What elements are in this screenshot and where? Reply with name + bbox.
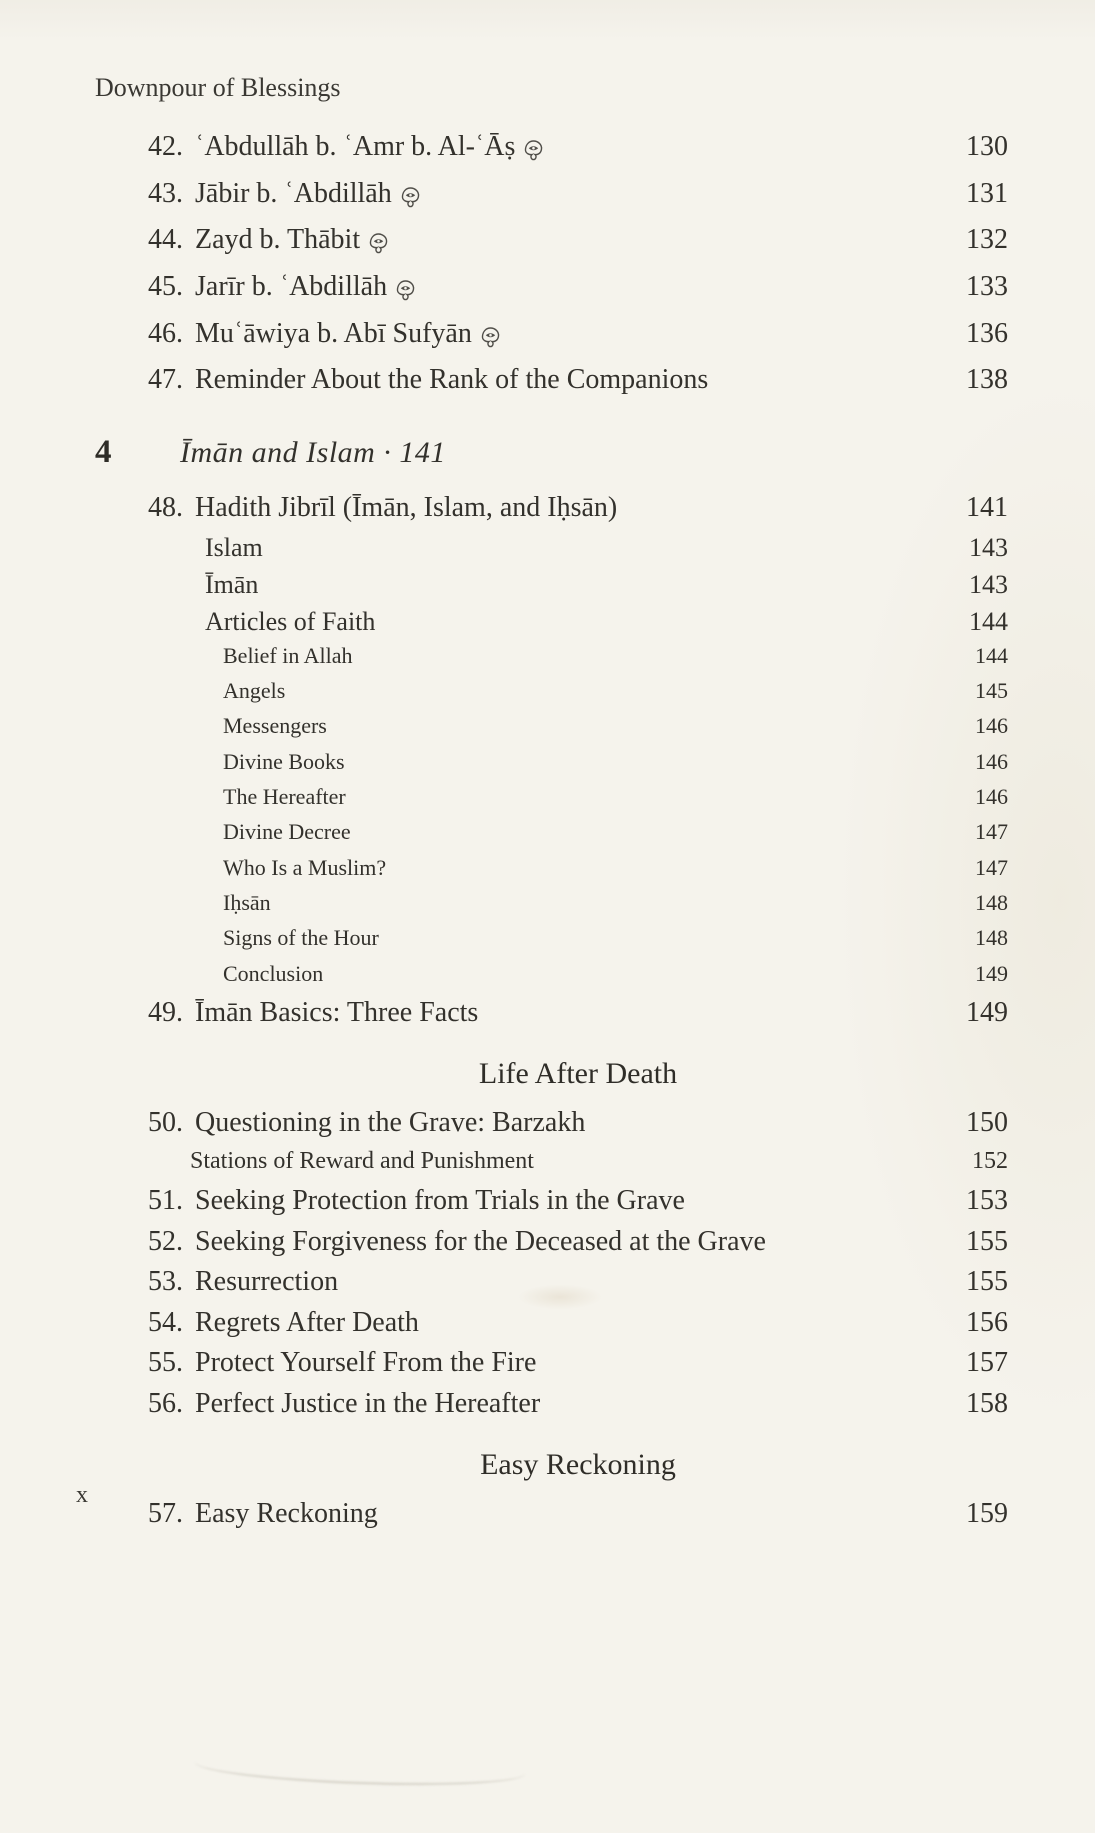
radiallahu-anhu-ornament-icon (369, 227, 388, 266)
entry-title: Angels (223, 677, 286, 703)
entry-page-number: 143 (969, 569, 1008, 599)
toc-entry (148, 923, 1008, 953)
entry-title: Iḥsān (223, 890, 271, 916)
toc-entry (148, 128, 1008, 173)
toc-entry (148, 782, 1008, 812)
toc-entry (148, 268, 1008, 313)
entry-number: 54. (148, 1306, 183, 1338)
entry-page-number: 158 (966, 1388, 1008, 1419)
entry-number: 48. (148, 492, 183, 524)
entry-title: Hadith Jibrīl (Īmān, Islam, and Iḥsān) (195, 492, 618, 524)
toc-entry (148, 221, 1008, 266)
entry-number: 56. (148, 1388, 183, 1419)
entry-title: Articles of Faith (205, 606, 376, 636)
entry-page-number: 153 (966, 1184, 1008, 1216)
radiallahu-anhu-ornament-icon (396, 274, 415, 313)
pencil-smudge (195, 1746, 526, 1789)
toc-entry (148, 1344, 1008, 1383)
entry-number: 43. (148, 177, 183, 209)
toc-entry (148, 1145, 1008, 1178)
running-header: Downpour of Blessings (95, 73, 341, 102)
entry-title: Questioning in the Grave: Barzakh (195, 1107, 586, 1139)
toc-entry (148, 959, 1008, 989)
entry-page-number: 136 (966, 317, 1008, 349)
toc-entry (148, 747, 1008, 777)
entry-title: Jarīr b. ʿAbdillāh (195, 270, 388, 302)
toc-entry (148, 994, 1008, 1033)
toc-entry (148, 567, 1008, 603)
entry-title: Jābir b. ʿAbdillāh (195, 177, 392, 209)
entry-title: Regrets After Death (195, 1306, 419, 1338)
entry-number: 50. (148, 1107, 183, 1139)
toc-entry (148, 1182, 1008, 1221)
entry-title: Reminder About the Rank of the Companions (195, 364, 709, 396)
entry-title: Perfect Justice in the Hereafter (195, 1388, 541, 1419)
entry-page-number: 149 (975, 960, 1008, 986)
entry-page-number: 131 (966, 177, 1008, 209)
toc-entry (148, 604, 1008, 640)
toc-entry (148, 361, 1008, 400)
entry-page-number: 157 (966, 1347, 1008, 1379)
entry-title: Belief in Allah (223, 642, 353, 668)
toc-chapter-heading (95, 430, 1008, 476)
entry-number: 44. (148, 224, 183, 256)
entry-page-number: 132 (966, 224, 1008, 256)
entry-title: Stations of Reward and Punishment (190, 1147, 534, 1174)
entry-title: Īmān Basics: Three Facts (195, 997, 479, 1029)
toc-entry (148, 1385, 1008, 1424)
toc-section-heading (148, 1053, 1008, 1094)
entry-page-number: 148 (975, 925, 1008, 951)
entry-number: 45. (148, 270, 183, 302)
entry-title: Zayd b. Thābit (195, 224, 361, 256)
entry-number: 53. (148, 1266, 183, 1298)
entry-title: Divine Decree (223, 819, 351, 845)
toc-entry (148, 853, 1008, 883)
toc-entry (148, 1263, 1008, 1302)
radiallahu-anhu-ornament-icon (481, 321, 500, 360)
entry-title: Resurrection (195, 1266, 339, 1298)
entry-page-number: 152 (972, 1147, 1008, 1174)
entry-page-number: 146 (975, 713, 1008, 739)
entry-page-number: 146 (975, 748, 1008, 774)
toc-entry (148, 1104, 1008, 1143)
toc-entry (148, 888, 1008, 918)
toc-entry (148, 530, 1008, 566)
table-of-contents (0, 112, 1095, 1536)
entry-page-number: 155 (966, 1266, 1008, 1298)
toc-entry (148, 1495, 1008, 1534)
entry-title: The Hereafter (223, 783, 346, 809)
entry-number: 52. (148, 1225, 183, 1257)
toc-section-heading (148, 1444, 1008, 1485)
entry-title: Īmān (205, 569, 259, 599)
chapter-number: 4 (95, 433, 112, 470)
entry-page-number: 155 (966, 1225, 1008, 1257)
entry-title: Conclusion (223, 960, 324, 986)
entry-title: Islam (205, 532, 263, 562)
entry-title: Who Is a Muslim? (223, 854, 387, 880)
entry-number: 47. (148, 364, 183, 396)
entry-title: Easy Reckoning (195, 1498, 378, 1530)
entry-page-number: 145 (975, 677, 1008, 703)
toc-entry (148, 817, 1008, 847)
entry-page-number: 159 (966, 1498, 1008, 1530)
chapter-title: Īmān and Islam · 141 (180, 435, 446, 469)
radiallahu-anhu-ornament-icon (524, 134, 543, 173)
entry-page-number: 148 (975, 890, 1008, 916)
toc-entry (148, 1223, 1008, 1262)
entry-page-number: 150 (966, 1107, 1008, 1139)
entry-page-number: 130 (966, 131, 1008, 162)
radiallahu-anhu-ornament-icon (401, 181, 420, 220)
entry-page-number: 149 (966, 997, 1008, 1029)
entry-page-number: 156 (966, 1306, 1008, 1338)
entry-title: Protect Yourself From the Fire (195, 1347, 537, 1379)
entry-title: Muʿāwiya b. Abī Sufyān (195, 317, 472, 349)
entry-page-number: 147 (975, 854, 1008, 880)
entry-page-number: 133 (966, 270, 1008, 302)
entry-title: Seeking Forgiveness for the Deceased at the Grave (195, 1225, 766, 1257)
entry-title: Signs of the Hour (223, 925, 379, 951)
entry-page-number: 141 (966, 492, 1008, 524)
entry-title: Seeking Protection from Trials in the Grave (195, 1184, 685, 1216)
entry-number: 42. (148, 131, 183, 162)
entry-number: 57. (148, 1498, 183, 1530)
entry-page-number: 144 (975, 642, 1008, 668)
toc-entry (148, 315, 1008, 360)
entry-page-number: 144 (969, 606, 1008, 636)
entry-number: 46. (148, 317, 183, 349)
toc-entry (148, 641, 1008, 671)
entry-number: 55. (148, 1347, 183, 1379)
entry-title: Messengers (223, 713, 327, 739)
folio-page-number: x (76, 1482, 88, 1508)
toc-entry (148, 1304, 1008, 1343)
entry-page-number: 146 (975, 783, 1008, 809)
entry-number: 49. (148, 997, 183, 1029)
toc-entry (148, 676, 1008, 706)
entry-page-number: 147 (975, 819, 1008, 845)
entry-page-number: 138 (966, 364, 1008, 396)
section-title: Life After Death (478, 1056, 678, 1090)
entry-page-number: 143 (969, 532, 1008, 562)
toc-entry (148, 175, 1008, 220)
entry-title: Divine Books (223, 748, 345, 774)
entry-title: ʿAbdullāh b. ʿAmr b. Al-ʿĀṣ (195, 131, 516, 162)
section-title: Easy Reckoning (480, 1447, 676, 1481)
toc-entry (148, 711, 1008, 741)
toc-entry (148, 489, 1008, 528)
entry-number: 51. (148, 1184, 183, 1216)
